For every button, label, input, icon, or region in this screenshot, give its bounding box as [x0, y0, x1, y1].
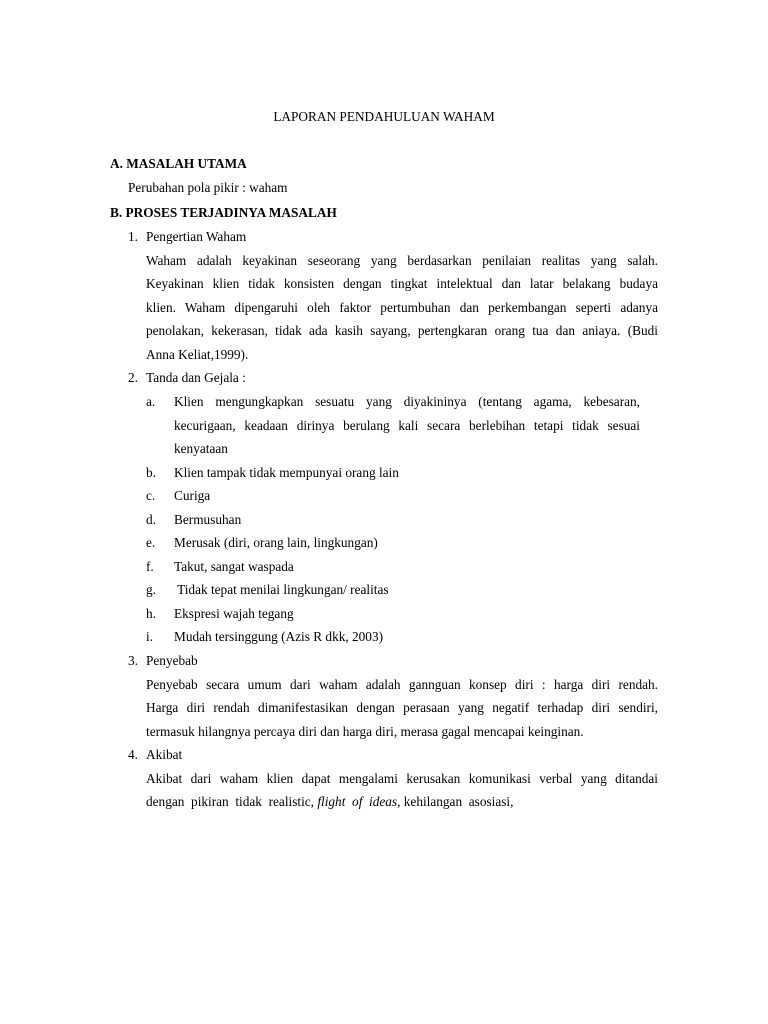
- list-text-line: Bermusuhan: [174, 511, 242, 527]
- paragraph-line: klien. Waham dipengaruhi oleh faktor pertumbuhan dan perkembangan seperti adanya: [146, 299, 658, 315]
- section-b-content: [0, 225, 768, 814]
- list-item: [146, 578, 768, 602]
- paragraph-line: Waham adalah keyakinan seseorang yang berdasarkan penilaian realitas yang salah.: [146, 252, 658, 268]
- list-item: [146, 555, 768, 579]
- paragraph-line: Harga diri rendah dimanifestasikan dengan perasaan yang negatif terhadap diri sendiri,: [146, 700, 658, 716]
- list-item: [146, 484, 768, 508]
- list-item: [146, 602, 768, 626]
- list-text-line: Tidak tepat menilai lingkungan/ realitas: [174, 582, 389, 598]
- paragraph: [146, 249, 658, 367]
- list-marker: a.: [146, 394, 156, 410]
- item-number: 4.: [128, 747, 138, 763]
- paragraph: [146, 767, 658, 814]
- list-text-line: kecurigaan, keadaan dirinya berulang kali secara berlebihan tetapi tidak sesuai: [174, 417, 640, 433]
- list-text-line: Curiga: [174, 488, 211, 504]
- paragraph-line: Anna Keliat,1999).: [146, 346, 249, 362]
- paragraph-line: Penyebab secara umum dari waham adalah gannguan konsep diri : harga diri rendah.: [146, 676, 658, 692]
- item-label: Tanda dan Gejala :: [146, 370, 246, 386]
- item-heading: [0, 366, 768, 390]
- paragraph-line: Akibat dari waham klien dapat mengalami kerusakan komunikasi verbal yang ditandai: [146, 770, 658, 786]
- section-a-text: Perubahan pola pikir : waham: [128, 180, 288, 195]
- list-text-line: Ekspresi wajah tegang: [174, 605, 294, 621]
- paragraph-line: Keyakinan klien tidak konsisten dengan tingkat intelektual dan latar belakang budaya: [146, 276, 658, 292]
- list-item: [146, 508, 768, 532]
- item-number: 3.: [128, 653, 138, 669]
- list-marker: e.: [146, 535, 156, 551]
- section-b-heading: B. PROSES TERJADINYA MASALAH: [110, 205, 337, 220]
- item-heading: [0, 225, 768, 249]
- list-text-line: Takut, sangat waspada: [174, 558, 294, 574]
- item-label: Pengertian Waham: [146, 229, 247, 245]
- italic-phrase: flight of ideas: [317, 794, 398, 810]
- item-pengertian-waham: [0, 225, 768, 366]
- list-text: [174, 390, 640, 461]
- item-akibat: [0, 743, 768, 814]
- paragraph: [146, 673, 658, 744]
- list-item: [146, 390, 768, 461]
- list-text-line: kenyataan: [174, 441, 228, 457]
- item-tanda-dan-gejala: [0, 366, 768, 649]
- list-marker: b.: [146, 464, 156, 480]
- paragraph-text: , kehilangan asosiasi,: [397, 794, 514, 810]
- list-marker: h.: [146, 605, 156, 621]
- list-text-line: Mudah tersinggung (Azis R dkk, 2003): [174, 629, 384, 645]
- item-penyebab: [0, 649, 768, 743]
- list-text-line: Klien tampak tidak mempunyai orang lain: [174, 464, 399, 480]
- list-marker: g.: [146, 582, 156, 598]
- item-number: 1.: [128, 229, 138, 245]
- item-label: Akibat: [146, 747, 183, 763]
- paragraph-line: penolakan, kekerasan, tidak ada kasih sayang, pertengkaran orang tua dan aniaya. (Budi: [146, 323, 658, 339]
- item-heading: [0, 649, 768, 673]
- list-item: [146, 625, 768, 649]
- list-marker: f.: [146, 558, 154, 574]
- list-marker: d.: [146, 511, 156, 527]
- list-marker: c.: [146, 488, 156, 504]
- list-text-line: Merusak (diri, orang lain, lingkungan): [174, 535, 378, 551]
- item-label: Penyebab: [146, 653, 198, 669]
- paragraph-text: dengan pikiran tidak realistic,: [146, 794, 318, 810]
- item-number: 2.: [128, 370, 138, 386]
- item-heading: [0, 743, 768, 767]
- list-text-line: Klien mengungkapkan sesuatu yang diyakininya (tentang agama, kebesaran,: [174, 394, 640, 410]
- document-title: LAPORAN PENDAHULUAN WAHAM: [273, 109, 495, 124]
- paragraph-line: termasuk hilangnya percaya diri dan harga diri, merasa gagal mencapai keinginan.: [146, 723, 584, 739]
- section-a-heading: A. MASALAH UTAMA: [110, 156, 247, 171]
- list-marker: i.: [146, 629, 154, 645]
- paragraph-line: [146, 790, 658, 814]
- list-item: [146, 461, 768, 485]
- list-item: [146, 531, 768, 555]
